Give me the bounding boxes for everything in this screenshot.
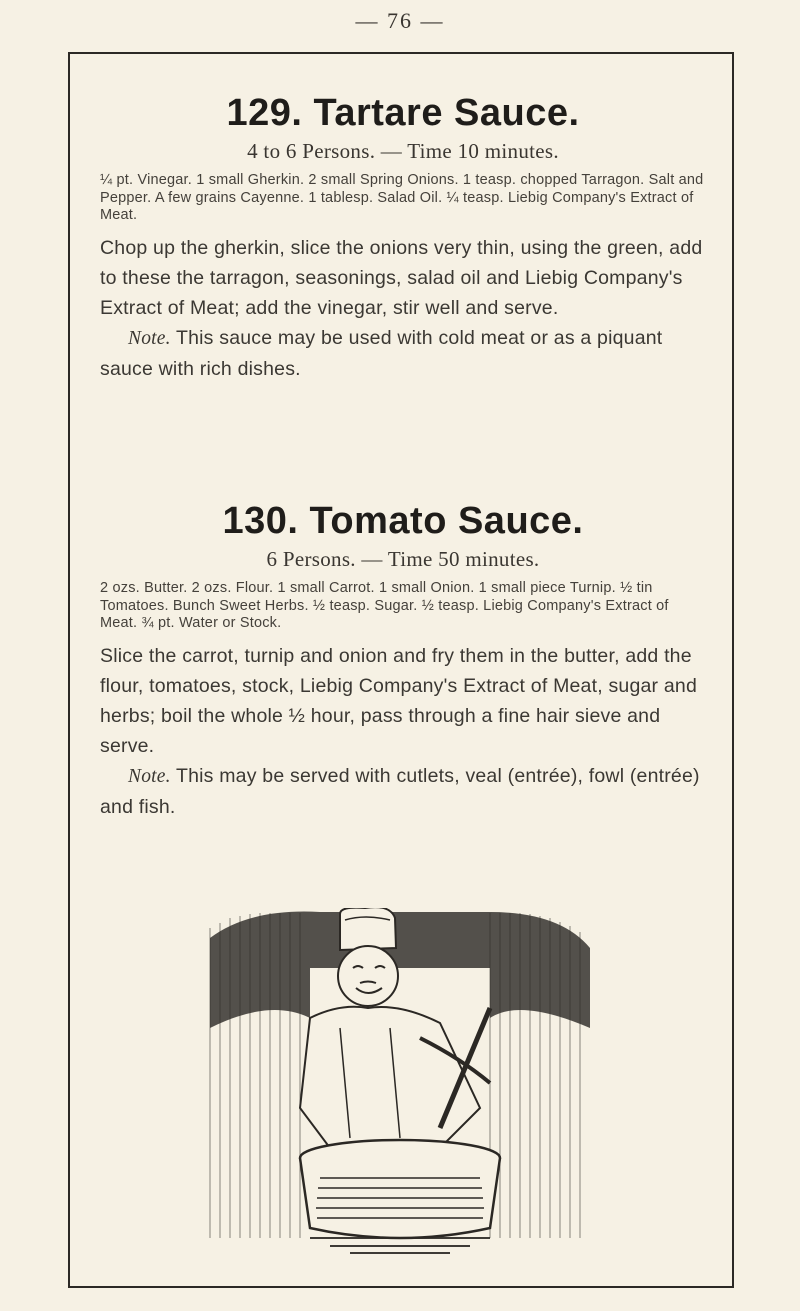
recipe-note	[100, 761, 706, 822]
recipe-meta: 6 Persons. — Time 50 minutes.	[266, 547, 540, 571]
note-label: Note.	[128, 765, 171, 787]
ingredients-list: ¼ pt. Vinegar. 1 small Gherkin. 2 small Spring Onions. 1 teasp. chopped Tarragon. Salt and Pepper. A few grains Cayenne. 1 tablesp. Salad Oil. ¼ teasp. Liebig Company's Extract of Meat.	[100, 172, 704, 223]
ingredients-list: 2 ozs. Butter. 2 ozs. Flour. 1 small Carrot. 1 small Onion. 1 small piece Turnip. ½ tin Tomatoes. Bunch Sweet Herbs. ½ teasp. Sugar. ½ teasp. Liebig Company's Extract of Meat. ¾ pt. Water or Stock.	[100, 580, 669, 631]
cook-icon	[190, 908, 610, 1260]
note-text: This may be served with cutlets, veal (entrée), fowl (entrée) and fish.	[100, 764, 700, 818]
recipe-method: Chop up the gherkin, slice the onions very thin, using the green, add to these the tarragon, seasonings, salad oil and Liebig Company's Extract of Meat; add the vinegar, stir well and serve.	[100, 236, 703, 319]
note-label: Note.	[128, 327, 171, 349]
recipe-title: 129. Tartare Sauce.	[226, 92, 580, 134]
recipe-note	[100, 323, 706, 384]
page-number: — 76 —	[355, 8, 445, 33]
recipe-method: Slice the carrot, turnip and onion and fry them in the butter, add the flour, tomatoes, stock, Liebig Company's Extract of Meat, sugar and herbs; boil the whole ½ hour, pass through a fine hair sieve and serve.	[100, 644, 697, 757]
note-text: This sauce may be used with cold meat or as a piquant sauce with rich dishes.	[100, 326, 663, 380]
recipe-title: 130. Tomato Sauce.	[222, 500, 584, 542]
recipe-129	[100, 92, 706, 384]
recipe-meta: 4 to 6 Persons. — Time 10 minutes.	[247, 139, 559, 163]
cook-stirring-pot-illustration	[190, 908, 610, 1260]
recipe-130	[100, 500, 706, 822]
